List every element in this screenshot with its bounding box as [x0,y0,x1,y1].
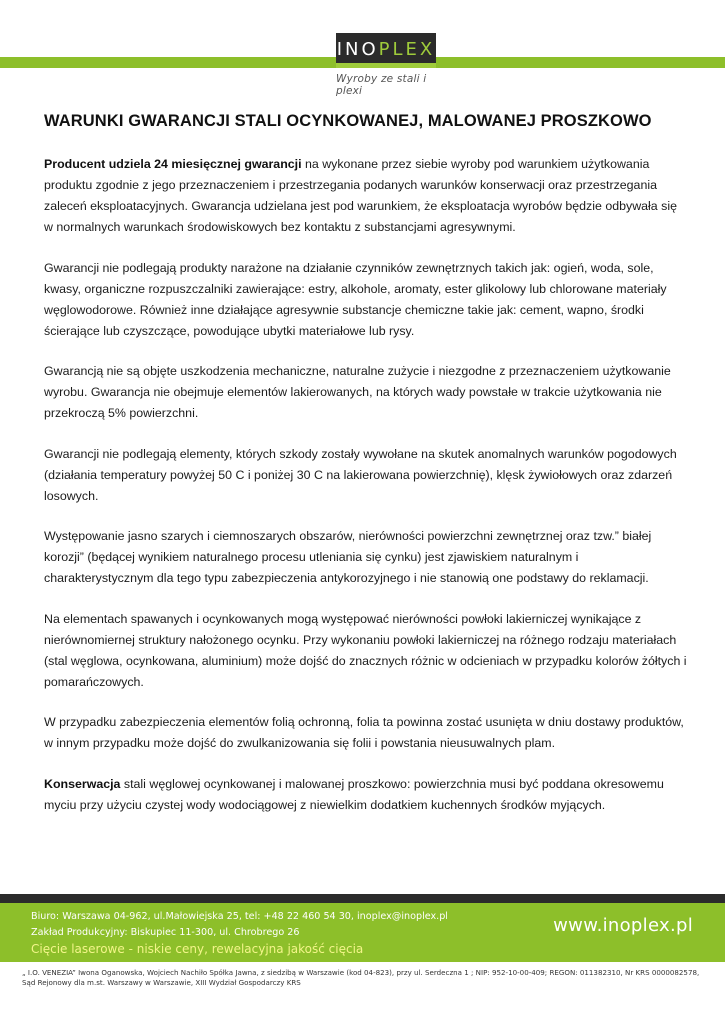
paragraph-text: W przypadku zabezpieczenia elementów folią ochronną, folia ta powinna zostać usunięta w dniu dostawy produktów, w innym przypadku może dojść do zwulkanizowania się folii i powstania nieusuwalnych plam. [44,715,684,750]
paragraph-warranty-terms [44,154,689,238]
paragraph-text: Gwarancją nie są objęte uszkodzenia mechaniczne, naturalne zużycie i niezgodne z przeznaczeniem użytkowanie wyrobu. Gwarancja nie obejmuje elementów lakierowanych, na których wady powstałe w trakcie użytkowania nie przekroczą 5% powierzchni. [44,364,671,420]
paragraph-bold-lead: Konserwacja [44,776,121,791]
paragraph-external-factors [44,258,689,342]
paragraph-white-corrosion [44,526,689,589]
footer-slogan: Cięcie laserowe - niskie ceny, rewelacyjna jakość cięcia [31,942,364,956]
paragraph-text: Występowanie jasno szarych i ciemnoszarych obszarów, nierówności powierzchni zewnętrznej oraz tzw.” białej korozji” (będącej wynikiem naturalnego procesu utleniania się cynku) jest zjawiskiem naturalnym i charakterystycznym dla tego typu zabezpieczenia antykorozyjnego i nie stanowią one podstawy do reklamacji. [44,529,652,585]
paragraph-bold-lead: Producent udziela 24 miesięcznej gwarancji [44,157,302,171]
logo-tagline: Wyroby ze stali i plexi [336,73,427,97]
paragraph-text: stali węglowej ocynkowanej i malowanej proszkowo: powierzchnia musi być poddana okresowemu myciu przy użyciu czystej wody wodociągowej z niewielkim dodatkiem kuchennych środków myjących. [44,776,664,812]
logo-text-ino: INO [336,39,379,60]
logo-underline [336,63,436,68]
document-body [44,154,689,835]
paragraph-text: Na elementach spawanych i ocynkowanych mogą występować nierówności powłoki lakierniczej wynikające z nierównomiernej struktury nałożonego ocynku. Przy wykonaniu powłoki lakierniczej na różnego rodzaju materiałach (stal węglowa, ocynkowana, aluminium) może dojść do znacznych różnic w odcieniach w przypadku kolorów żółtych i pomarańczowych. [44,611,687,689]
footer-legal-notice: „ I.O. VENEZIA” Iwona Oganowska, Wojciech Nachiło Spółka Jawna, z siedzibą w Warszawie (kod 04-823), przy ul. Serdeczna 1 ; NIP: 952-10-00-409; REGON: 011382310, Nr KRS 0000082578, Sąd Rejonowy dla m.st. Warszawy w Warszawie, XIII Wydział Gospodarczy KRS [22,968,700,987]
paragraph-protective-foil [44,712,689,754]
paragraph-maintenance [44,774,689,816]
inoplex-logo [336,33,436,66]
paragraph-text: Gwarancji nie podlegają produkty narażone na działanie czynników zewnętrznych takich jak: ogień, woda, sole, kwasy, organiczne rozpuszczalniki zawierające: estry, alkohole, aromaty, ester glikolowy lub chlorowane materiały węglowodorowe. Również inne działające agresywnie substancje chemiczne takie jak: cement, wapno, środki ścierające lub czyszczące, powodujące ubytki materiałowe lub rysy. [44,260,667,338]
paragraph-welded-elements [44,609,689,693]
footer-website-url: www.inoplex.pl [553,915,693,936]
footer-plant-address: Zakład Produkcyjny: Biskupiec 11-300, ul. Chrobrego 26 [31,927,300,938]
logo-text-plex: PLEX [378,39,436,60]
paragraph-mechanical-damage [44,361,689,424]
paragraph-text: na wykonane przez siebie wyroby pod warunkiem użytkowania produktu zgodnie z jego przeznaczeniem i przestrzegania podanych warunków konserwacji oraz przestrzegania zaleceń eksploatacyjnych. Gwarancja udzielana jest pod warunkiem, że eksploatacja wyrobów będzie odbywała się w normalnych warunkach środowiskowych bez kontaktu z substancjami agresywnymi. [44,157,677,234]
paragraph-text: Gwarancji nie podlegają elementy, których szkody zostały wywołane na skutek anomalnych warunków pogodowych (działania temperatury powyżej 50 C i poniżej 30 C na lakierowana powierzchnię), klęsk żywiołowych oraz zdarzeń losowych. [44,446,677,503]
document-title: WARUNKI GWARANCJI STALI OCYNKOWANEJ, MALOWANEJ PROSZKOWO [44,112,652,130]
footer-dark-stripe [0,894,725,903]
paragraph-weather-conditions [44,444,689,507]
footer-office-address: Biuro: Warszawa 04-962, ul.Małowiejska 25, tel: +48 22 460 54 30, inoplex@inoplex.pl [31,911,448,922]
